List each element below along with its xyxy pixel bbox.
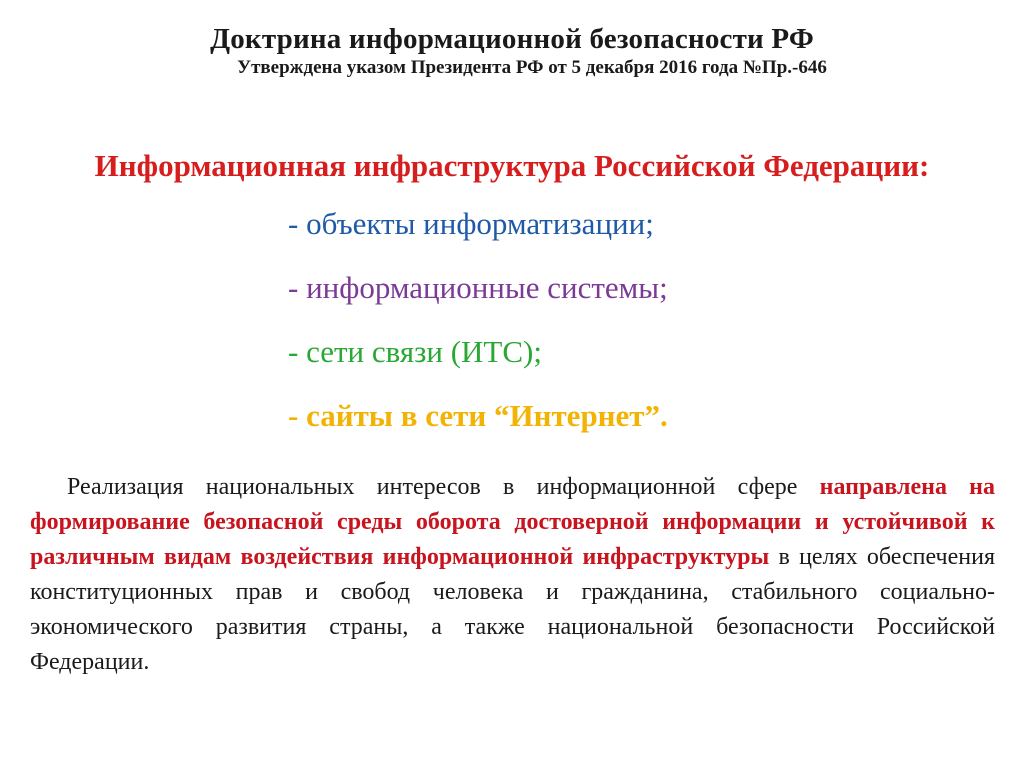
list-item (288, 269, 668, 333)
slide-subtitle: Утверждена указом Президента РФ от 5 декабря 2016 года №Пр.-646 (237, 57, 827, 78)
paragraph-text-end: в целях обеспечения конституционных прав и свобод человека и гражданина, стабильного социально-экономического развития страны, а также национальной безопасности Российской Федерации. (30, 544, 995, 675)
slide-header (0, 22, 1024, 79)
infrastructure-list (288, 205, 668, 461)
list-item-text: - сайты в сети “Интернет”. (288, 398, 668, 433)
list-item-text: - сети связи (ИТС); (288, 334, 542, 369)
paragraph-text-start: Реализация национальных интересов в информационной сфере (67, 474, 820, 500)
infrastructure-heading: Информационная инфраструктура Российской Федерации: (94, 148, 930, 183)
list-item (288, 397, 668, 461)
list-item-text: - информационные системы; (288, 270, 668, 305)
list-item (288, 205, 668, 269)
paragraph-highlight: направлена на формирование безопасной среды оборота достоверной информации и устойчивой к различным видам воздействия информационной инфраструктуры (30, 474, 996, 570)
list-item (288, 333, 668, 397)
body-paragraph (30, 470, 995, 680)
slide-title: Доктрина информационной безопасности РФ (210, 23, 814, 55)
list-item-text: - объекты информатизации; (288, 206, 654, 241)
